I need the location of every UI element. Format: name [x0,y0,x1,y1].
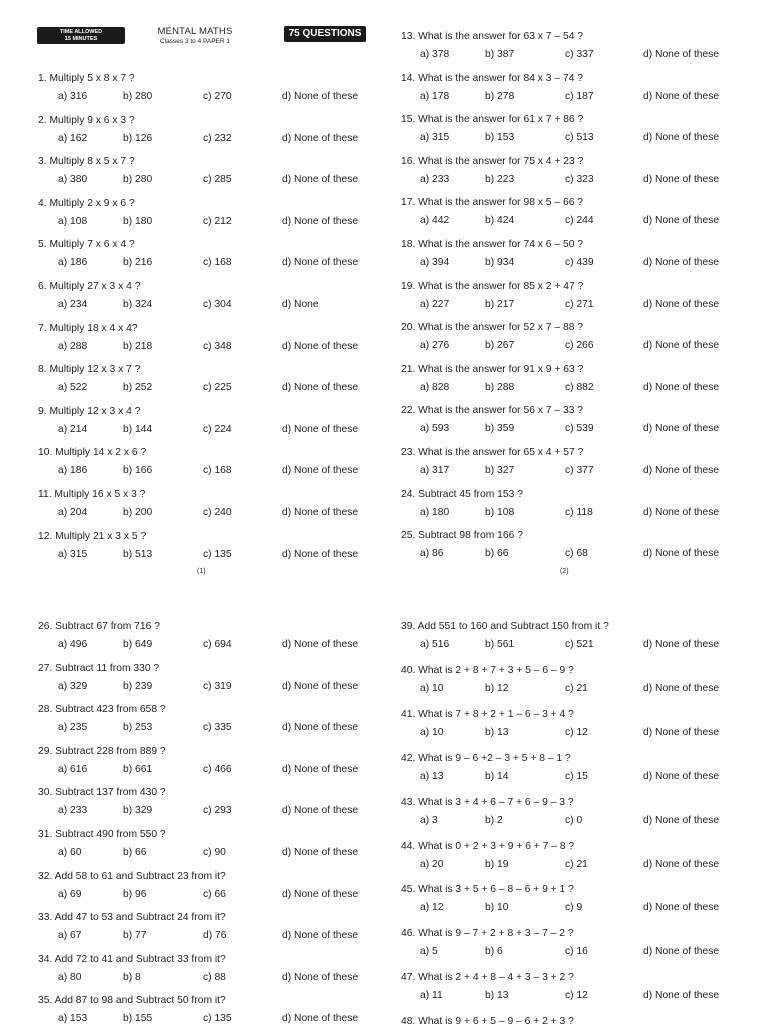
question-text: 41. What is 7 + 8 + 2 + 1 – 6 – 3 + 4 ? [401,708,574,720]
answer-option-c: c) 377 [565,465,594,476]
answer-option-d: d) None of these [282,257,359,269]
answer-option-d: d) None of these [643,902,720,914]
answer-option-b: b) 387 [485,49,515,60]
answer-option-b: b) 359 [485,423,515,435]
answer-option-d: d) None of these [282,680,359,692]
answer-option-a: a) 329 [58,680,88,692]
answer-option-a: a) 186 [58,257,88,269]
answer-option-d: d) None of these [282,548,359,560]
answer-option-b: b) 19 [485,858,509,870]
answer-option-b: b) 166 [123,465,153,477]
answer-option-c: c) 539 [565,423,594,435]
answer-option-a: a) 86 [420,548,444,560]
question-text: 48. What is 9 + 6 + 5 – 9 – 6 + 2 + 3 ? [401,1016,574,1027]
answer-option-b: b) 200 [123,507,153,518]
answer-option-d: d) None of these [643,49,720,60]
answer-option-d: d) None of these [643,298,720,310]
answer-option-b: b) 180 [123,215,153,227]
answer-option-a: a) 315 [58,548,88,560]
answer-option-c: c) 882 [565,381,594,393]
answer-option-d: d) None of these [282,971,359,983]
answer-option-d: d) None of these [643,381,720,393]
answer-option-c: c) 187 [565,90,594,102]
question-text: 7. Multiply 18 x 4 x 4? [38,322,138,334]
answer-option-b: b) 253 [123,722,153,734]
answer-option-c: c) 240 [203,507,232,518]
answer-option-a: a) 180 [420,506,450,518]
answer-option-d: d) None of these [282,215,359,227]
answer-option-b: b) 108 [485,506,515,518]
answer-option-b: b) 155 [123,1013,153,1025]
answer-option-a: a) 178 [420,90,450,102]
answer-option-d: d) None of these [282,423,359,435]
answer-option-a: a) 828 [420,381,450,393]
answer-option-b: b) 2 [485,814,503,826]
question-text: 14. What is the answer for 84 x 3 – 74 ? [401,72,584,84]
question-text: 34. Add 72 to 41 and Subtract 33 from it? [38,953,226,965]
answer-option-b: b) 126 [123,132,153,144]
question-text: 42. What is 9 – 6 +2 – 3 + 5 + 8 – 1 ? [401,752,571,764]
answer-option-c: c) 337 [565,49,594,60]
answer-option-a: a) 233 [58,805,88,817]
answer-option-b: b) 217 [485,298,515,310]
answer-option-c: c) 271 [565,298,594,310]
answer-option-c: c) 66 [203,888,226,900]
question-text: 44. What is 0 + 2 + 3 + 9 + 6 + 7 – 8 ? [401,840,575,852]
answer-option-d: d) None of these [282,847,359,858]
answer-option-b: b) 10 [485,902,509,914]
question-text: 6. Multiply 27 x 3 x 4 ? [38,281,141,292]
answer-option-a: a) 276 [420,340,450,352]
answer-option-b: b) 252 [123,382,153,394]
paper-title-block [140,26,250,45]
question-text: 33. Add 47 to 53 and Subtract 24 from it? [38,912,226,924]
answer-option-d: d) None of these [643,423,720,435]
answer-option-a: a) 10 [420,726,444,738]
time-allowed-label: TIME ALLOWED [59,29,103,35]
answer-option-d: d) None of these [282,639,359,650]
answer-option-a: a) 3 [420,814,438,826]
answer-option-c: c) 244 [565,215,594,227]
question-text: 35. Add 87 to 98 and Subtract 50 from it? [38,995,226,1007]
answer-option-d: d) None of these [643,340,720,352]
question-text: 27. Subtract 11 from 330 ? [38,662,160,674]
answer-option-c: c) 168 [203,257,232,269]
answer-option-c: c) 335 [203,722,232,734]
answer-option-d: d) None of these [643,990,720,1002]
answer-option-d: d) None of these [643,173,720,185]
answer-option-c: c) 293 [203,805,232,817]
question-text: 13. What is the answer for 63 x 7 – 54 ? [401,31,584,42]
answer-option-a: a) 315 [420,132,450,144]
answer-option-a: a) 20 [420,858,444,870]
answer-option-d: d) None of these [643,132,720,144]
answer-option-a: a) 288 [58,340,88,352]
answer-option-b: b) 14 [485,770,509,782]
question-text: 5. Multiply 7 x 6 x 4 ? [38,239,135,251]
answer-option-a: a) 12 [420,902,444,914]
paper-title: MENTAL MATHS [157,26,233,37]
answer-option-b: b) 144 [123,423,153,435]
answer-option-d: d) None of these [282,174,359,186]
answer-option-a: a) 186 [58,465,88,477]
question-text: 24. Subtract 45 from 153 ? [401,488,523,500]
answer-option-b: b) 278 [485,90,515,102]
answer-option-a: a) 378 [420,49,450,60]
answer-option-c: c) 135 [203,548,232,560]
question-text: 9. Multiply 12 x 3 x 4 ? [38,405,141,417]
answer-option-d: d) None of these [282,722,359,734]
answer-option-b: b) 77 [123,930,147,942]
answer-option-a: a) 522 [58,382,88,394]
answer-option-c: c) 285 [203,174,232,186]
answer-option-c: c) 88 [203,971,226,983]
question-text: 29. Subtract 228 from 889 ? [38,745,166,757]
question-text: 46. What is 9 – 7 + 2 + 8 + 3 – 7 – 2 ? [401,928,574,940]
answer-option-b: b) 6 [485,946,503,958]
answer-option-d: d) None of these [282,805,359,817]
answer-option-a: a) 108 [58,215,88,227]
answer-option-a: a) 10 [420,682,444,694]
answer-option-d: d) None of these [643,946,720,958]
answer-option-a: a) 13 [420,770,444,782]
page-number-2: (2) [560,568,569,575]
answer-option-d: d) None of these [643,726,720,738]
answer-option-a: a) 227 [420,298,450,310]
question-text: 26. Subtract 67 from 716 ? [38,621,160,632]
question-text: 12. Multiply 21 x 3 x 5 ? [38,530,147,542]
answer-option-b: b) 13 [485,990,509,1002]
question-text: 10. Multiply 14 x 2 x 6 ? [38,447,147,459]
question-text: 32. Add 58 to 61 and Subtract 23 from it? [38,870,226,882]
answer-option-b: b) 327 [485,465,515,476]
answer-option-c: c) 266 [565,340,594,352]
answer-option-c: c) 15 [565,770,588,782]
answer-option-d: d) None of these [282,507,359,518]
answer-option-c: c) 90 [203,847,226,858]
answer-option-b: b) 280 [123,91,153,102]
answer-option-a: a) 162 [58,132,88,144]
answer-option-c: c) 9 [565,902,583,914]
question-text: 11. Multiply 16 x 5 x 3 ? [38,489,146,500]
answer-option-a: a) 496 [58,639,88,650]
answer-option-c: c) 21 [565,682,588,694]
answer-option-d: d) None of these [643,858,720,870]
answer-option-a: a) 60 [58,847,82,858]
answer-option-d: d) None of these [282,91,359,102]
question-text: 8. Multiply 12 x 3 x 7 ? [38,364,141,376]
answer-option-c: c) 319 [203,680,232,692]
question-text: 2. Multiply 9 x 6 x 3 ? [38,114,135,126]
answer-option-d: d) None of these [282,382,359,394]
answer-option-c: c) 12 [565,990,588,1002]
answer-option-d: d) None of these [643,465,720,476]
question-text: 47. What is 2 + 4 + 8 – 4 + 3 – 3 + 2 ? [401,972,574,984]
answer-option-b: b) 8 [123,971,141,983]
answer-option-d: d) None of these [282,1013,359,1025]
question-text: 39. Add 551 to 160 and Subtract 150 from it ? [401,621,609,632]
question-text: 3. Multiply 8 x 5 x 7 ? [38,156,135,168]
answer-option-b: b) 153 [485,132,515,144]
answer-option-b: b) 934 [485,257,515,268]
answer-option-d: d) None [282,299,319,310]
answer-option-c: c) 521 [565,639,594,650]
question-text: 18. What is the answer for 74 x 6 – 50 ? [401,239,584,250]
question-count-badge: 75 QUESTIONS [284,26,366,42]
answer-option-c: c) 212 [203,215,232,227]
answer-option-d: d) None of these [282,465,359,477]
answer-option-b: b) 329 [123,805,153,817]
question-text: 45. What is 3 + 5 + 6 – 8 – 6 + 9 + 1 ? [401,884,574,896]
answer-option-b: b) 513 [123,548,153,560]
answer-option-d: d) None of these [282,930,359,942]
question-text: 16. What is the answer for 75 x 4 + 23 ? [401,155,584,167]
answer-option-a: a) 153 [58,1013,88,1025]
question-text: 22. What is the answer for 56 x 7 – 33 ? [401,405,584,417]
answer-option-b: b) 13 [485,726,509,738]
answer-option-a: a) 67 [58,930,82,942]
answer-option-b: b) 267 [485,340,515,352]
answer-option-b: b) 216 [123,257,153,269]
answer-option-c: c) 466 [203,763,232,775]
answer-option-b: b) 424 [485,215,515,227]
question-text: 23. What is the answer for 65 x 4 + 57 ? [401,447,584,458]
answer-option-b: b) 661 [123,763,153,775]
answer-option-c: c) 135 [203,1013,232,1025]
answer-option-b: b) 280 [123,174,153,186]
answer-option-c: c) 0 [565,814,583,826]
question-text: 43. What is 3 + 4 + 6 – 7 + 6 – 9 – 3 ? [401,796,574,808]
answer-option-d: d) None of these [643,215,720,227]
question-text: 31. Subtract 490 from 550 ? [38,829,166,840]
answer-option-c: c) 225 [203,382,232,394]
answer-option-c: c) 232 [203,132,232,144]
question-text: 30. Subtract 137 from 430 ? [38,787,166,799]
answer-option-a: a) 442 [420,215,450,227]
answer-option-d: d) None of these [282,132,359,144]
answer-option-b: b) 66 [123,847,147,858]
answer-option-c: c) 118 [565,506,593,518]
answer-option-c: c) 323 [565,173,594,185]
answer-option-d: d) None of these [282,340,359,352]
answer-option-c: c) 168 [203,465,232,477]
question-text: 15. What is the answer for 61 x 7 + 86 ? [401,114,584,126]
answer-option-a: a) 394 [420,257,450,268]
time-allowed-badge [37,27,125,44]
answer-option-d: d) None of these [643,90,720,102]
answer-option-a: a) 69 [58,888,82,900]
answer-option-c: c) 348 [203,340,232,352]
answer-option-b: b) 288 [485,381,515,393]
question-text: 21. What is the answer for 91 x 9 + 63 ? [401,363,584,375]
answer-option-c: c) 21 [565,858,588,870]
answer-option-d: d) None of these [643,682,720,694]
question-text: 28. Subtract 423 from 658 ? [38,704,166,716]
answer-option-d: d) None of these [643,639,720,650]
question-text: 4. Multiply 2 x 9 x 6 ? [38,197,135,209]
answer-option-d: d) None of these [643,548,720,560]
answer-option-c: c) 224 [203,423,232,435]
answer-option-a: a) 214 [58,423,88,435]
answer-option-b: b) 96 [123,888,147,900]
answer-option-a: a) 616 [58,763,88,775]
answer-option-a: a) 380 [58,174,88,186]
answer-option-d: d) None of these [643,770,720,782]
answer-option-b: b) 324 [123,299,153,310]
answer-option-d: d) None of these [643,506,720,518]
question-text: 17. What is the answer for 98 x 5 – 66 ? [401,197,584,209]
answer-option-c: c) 68 [565,548,588,560]
answer-option-d: d) None of these [282,763,359,775]
answer-option-a: a) 233 [420,173,450,185]
answer-option-c: c) 270 [203,91,232,102]
answer-option-a: a) 317 [420,465,450,476]
answer-option-c: c) 16 [565,946,588,958]
answer-option-c: c) 12 [565,726,588,738]
answer-option-a: a) 516 [420,639,450,650]
answer-option-a: a) 5 [420,946,438,958]
answer-option-a: a) 235 [58,722,88,734]
answer-option-a: a) 11 [420,990,443,1002]
answer-option-a: a) 593 [420,423,450,435]
answer-option-b: b) 239 [123,680,153,692]
time-minutes-label: 15 MINUTES [64,35,98,42]
question-text: 1. Multiply 5 x 8 x 7 ? [38,73,135,84]
answer-option-c: c) 694 [203,639,232,650]
answer-option-c: c) 304 [203,299,232,310]
answer-option-b: b) 649 [123,639,153,650]
question-text: 25. Subtract 98 from 166 ? [401,530,523,542]
question-text: 40. What is 2 + 8 + 7 + 3 + 5 – 6 – 9 ? [401,664,574,676]
answer-option-b: b) 66 [485,548,509,560]
page-number-1: (1) [197,568,206,575]
answer-option-b: b) 12 [485,682,509,694]
answer-option-d: d) None of these [643,257,720,268]
answer-option-c: c) 439 [565,257,594,268]
answer-option-b: b) 223 [485,173,515,185]
answer-option-c: d) 76 [203,930,227,942]
question-text: 20. What is the answer for 52 x 7 – 88 ? [401,322,584,334]
answer-option-a: a) 316 [58,91,88,102]
answer-option-a: a) 204 [58,507,88,518]
answer-option-d: d) None of these [282,888,359,900]
answer-option-a: a) 234 [58,299,88,310]
answer-option-b: b) 218 [123,340,153,352]
paper-subtitle: Classes 3 to 4 PAPER 1 [160,38,230,45]
question-text: 19. What is the answer for 85 x 2 + 47 ? [401,280,584,292]
answer-option-d: d) None of these [643,814,720,826]
answer-option-a: a) 80 [58,971,82,983]
answer-option-c: c) 513 [565,132,594,144]
answer-option-b: b) 561 [485,639,515,650]
